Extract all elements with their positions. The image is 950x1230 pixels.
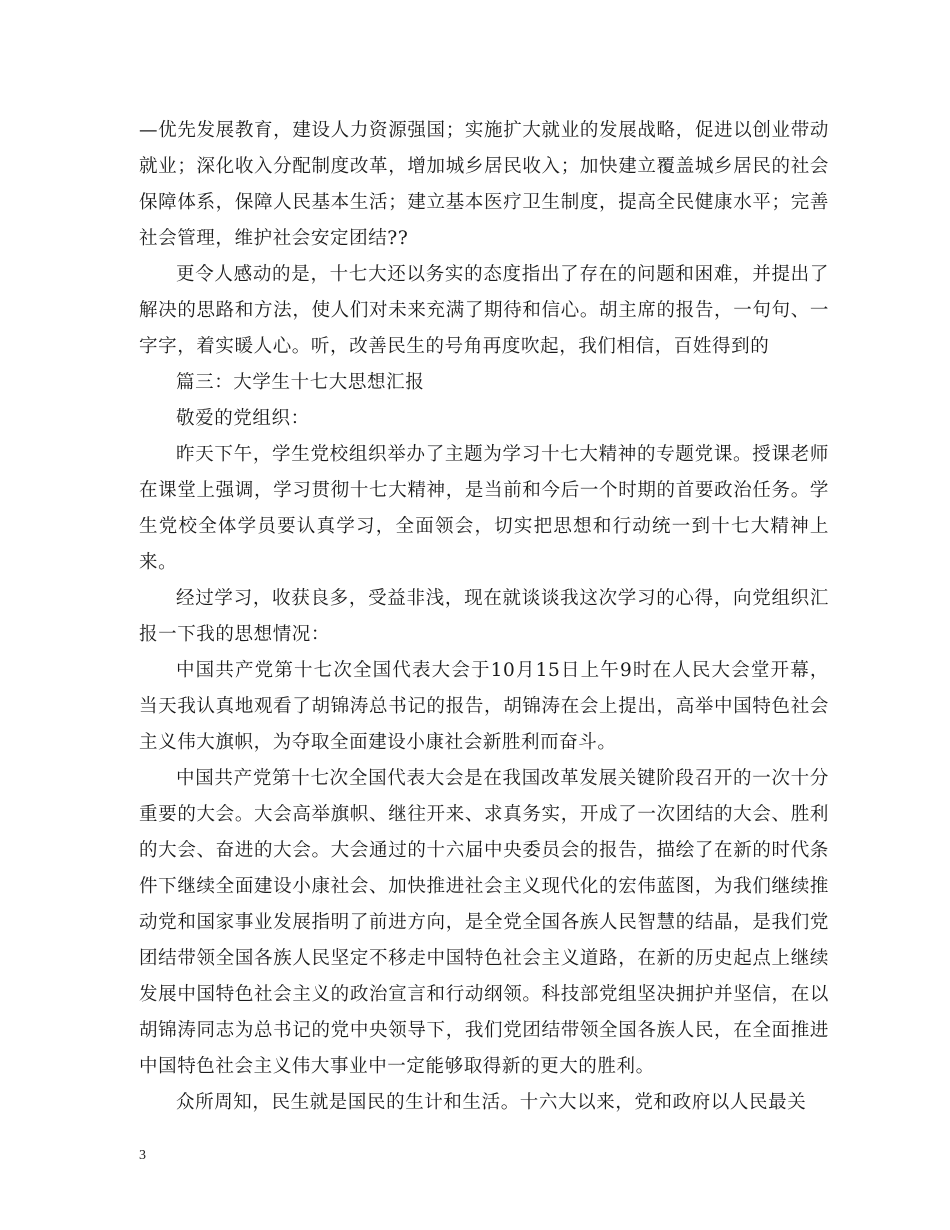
section-heading: 篇三：大学生十七大思想汇报	[176, 372, 425, 393]
paragraph: 中国共产党第十七次全国代表大会于10月15日上午9时在人民大会堂开幕，当天我认真地观看了胡锦涛总书记的报告，胡锦涛在会上提出，高举中国特色社会主义伟大旗帜，为夺取全面建设小康社会新胜利而奋斗。	[139, 660, 829, 753]
paragraph-continuation: —优先发展教育，建设人力资源强国；实施扩大就业的发展战略，促进以创业带动就业；深化收入分配制度改革，增加城乡居民收入；加快建立覆盖城乡居民的社会保障体系，保障人民基本生活；建立基本医疗卫生制度，提高全民健康水平；完善社会管理，维护社会安定团结??	[139, 120, 829, 249]
paragraph: 昨天下午，学生党校组织举办了主题为学习十七大精神的专题党课。授课老师在课堂上强调，学习贯彻十七大精神，是当前和今后一个时期的首要政治任务。学生党校全体学员要认真学习，全面领会，切实把思想和行动统一到十七大精神上来。	[139, 444, 829, 573]
salutation: 敬爱的党组织：	[176, 408, 310, 429]
paragraph: 经过学习，收获良多，受益非浅，现在就谈谈我这次学习的心得，向党组织汇报一下我的思想情况：	[139, 588, 829, 645]
paragraph: 中国共产党第十七次全国代表大会是在我国改革发展关键阶段召开的一次十分重要的大会。大会高举旗帜、继往开来、求真务实，开成了一次团结的大会、胜利的大会、奋进的大会。大会通过的十六届中央委员会的报告，描绘了在新的时代条件下继续全面建设小康社会、加快推进社会主义现代化的宏伟蓝图，为我们继续推动党和国家事业发展指明了前进方向，是全党全国各族人民智慧的结晶，是我们党团结带领全国各族人民坚定不移走中国特色社会主义道路，在新的历史起点上继续发展中国特色社会主义的政治宣言和行动纲领。科技部党组坚决拥护并坚信，在以胡锦涛同志为总书记的党中央领导下，我们党团结带领全国各族人民，在全面推进中国特色社会主义伟大事业中一定能够取得新的更大的胜利。	[139, 768, 829, 1077]
document-body	[139, 113, 829, 1121]
page-number: 3	[139, 1148, 146, 1163]
paragraph: 众所周知，民生就是国民的生计和生活。十六大以来，党和政府以人民最关	[176, 1092, 807, 1113]
paragraph: 更令人感动的是，十七大还以务实的态度指出了存在的问题和困难，并提出了解决的思路和方法，使人们对未来充满了期待和信心。胡主席的报告，一句句、一字字，着实暖人心。听，改善民生的号角再度吹起，我们相信，百姓得到的	[139, 264, 829, 357]
